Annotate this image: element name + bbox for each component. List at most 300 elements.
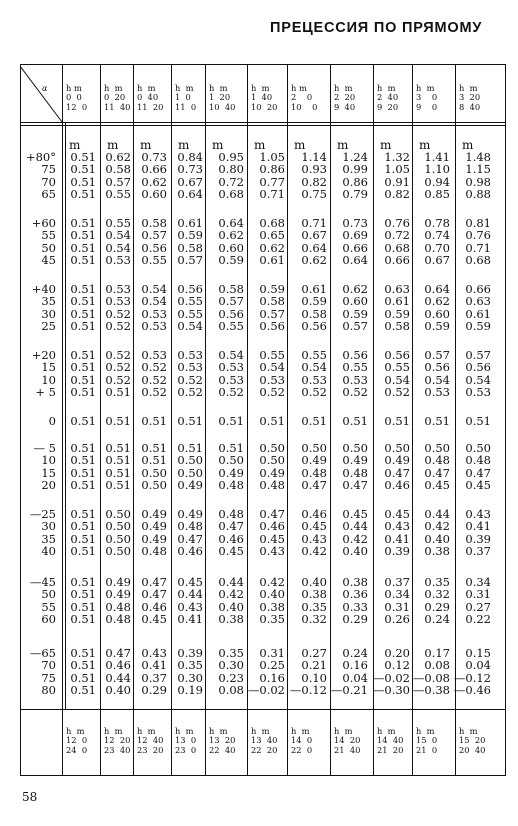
table-cell: 0.48 [301, 465, 327, 480]
bottom-header-cell [416, 727, 437, 755]
top-header-line: h m [209, 83, 228, 93]
bottom-header-line: h m [209, 726, 228, 736]
table-cell: 0.58 [105, 162, 131, 177]
table-cell: 0.54 [465, 372, 491, 387]
table-cell: 0.51 [70, 228, 96, 243]
table-cell: 0.75 [301, 187, 327, 202]
unit-label: m [254, 138, 266, 152]
table-cell: 0.59 [384, 306, 410, 321]
table-cell: 0.49 [177, 478, 203, 493]
table-cell: 0.50 [259, 453, 285, 468]
bottom-header-line: 21 20 [377, 744, 404, 755]
table-cell: 0.54 [301, 360, 327, 375]
table-cell: 0.49 [218, 465, 244, 480]
table-cell: 0.53 [141, 348, 167, 362]
top-header-cell [459, 84, 480, 112]
bottom-header-line: h m [175, 726, 194, 736]
bottom-header-line: h m [377, 726, 396, 736]
table-cell: 0.54 [384, 372, 410, 387]
table-cell: 0.40 [342, 544, 368, 559]
table-cell: 0.20 [384, 646, 410, 660]
table-cell: 0.51 [70, 465, 96, 480]
table-cell: 0.32 [424, 587, 450, 602]
declination-label: —45 [29, 575, 56, 589]
top-header-line: 2 20 [334, 92, 356, 103]
table-cell: —0.46 [453, 683, 491, 698]
table-cell: 0.64 [342, 253, 368, 268]
top-header-line: h m [251, 83, 270, 93]
bottom-header-line: h m [334, 726, 353, 736]
bottom-header-cell [137, 727, 163, 755]
declination-label: 45 [41, 253, 56, 268]
table-cell: 0.54 [424, 372, 450, 387]
table-cell: —0.12 [453, 670, 491, 685]
table-cell: 0.51 [105, 453, 131, 468]
bottom-header-line: 13 0 [175, 735, 197, 746]
declination-label: 70 [41, 174, 56, 189]
unit-label: m [337, 138, 349, 152]
table-cell: 0.64 [301, 240, 327, 255]
table-cell: 0.49 [177, 507, 203, 521]
table-cell: 0.37 [465, 544, 491, 559]
table-cell: 0.62 [424, 294, 450, 309]
bottom-header-cell [209, 727, 235, 755]
table-cell: 0.71 [259, 187, 285, 202]
unit-label: m [419, 138, 431, 152]
table-cell: 0.52 [259, 385, 285, 400]
bottom-header-line: 21 0 [416, 744, 438, 755]
table-cell: 0.54 [105, 228, 131, 243]
table-cell: 0.51 [70, 670, 96, 685]
table-cell: 0.51 [70, 587, 96, 602]
table-cell: 0.51 [141, 441, 167, 455]
table-cell: 0.45 [259, 531, 285, 546]
table-cell: 0.51 [70, 385, 96, 400]
top-header-line: 3 0 [416, 92, 438, 103]
table-cell: 1.14 [301, 150, 327, 164]
table-cell: 0.64 [218, 216, 244, 230]
table-cell: 0.51 [141, 414, 167, 428]
table-cell: 0.21 [301, 658, 327, 673]
unit-label: m [107, 138, 119, 152]
declination-label: 80 [41, 683, 56, 698]
table-cell: 0.51 [70, 478, 96, 493]
table-cell: 0.69 [342, 228, 368, 243]
declination-label: 0 [48, 414, 56, 428]
bottom-header-line: h m [416, 726, 435, 736]
table-cell: 0.55 [141, 253, 167, 268]
declination-label: +80° [25, 150, 56, 164]
table-cell: 0.46 [177, 544, 203, 559]
table-cell: 1.10 [424, 162, 450, 177]
table-cell: 0.50 [177, 453, 203, 468]
bottom-header-line: 14 0 [291, 735, 313, 746]
table-cell: 0.15 [465, 646, 491, 660]
declination-label: 65 [41, 187, 56, 202]
table-cell: 0.43 [384, 519, 410, 534]
top-header-line: 9 0 [416, 101, 438, 112]
table-cell: 0.44 [424, 507, 450, 521]
table-cell: 0.41 [384, 531, 410, 546]
table-cell: 0.91 [384, 174, 410, 189]
table-cell: 0.47 [141, 587, 167, 602]
table-cell: 0.29 [141, 683, 167, 698]
top-header-cell [291, 84, 317, 112]
table-cell: 0.51 [70, 306, 96, 321]
table-cell: 0.98 [465, 174, 491, 189]
table-cell: 0.59 [301, 294, 327, 309]
table-cell: 0.24 [342, 646, 368, 660]
declination-label: 15 [41, 465, 56, 480]
table-cell: 0.51 [105, 478, 131, 493]
table-cell: 0.51 [105, 441, 131, 455]
table-cell: 1.32 [384, 150, 410, 164]
table-cell: 0.40 [424, 531, 450, 546]
declination-label: —25 [29, 507, 56, 521]
table-cell: 0.47 [141, 575, 167, 589]
table-cell: 0.47 [218, 519, 244, 534]
table-cell: 0.57 [218, 294, 244, 309]
table-cell: 0.51 [70, 253, 96, 268]
table-cell: 0.61 [259, 253, 285, 268]
table-cell: 0.45 [465, 478, 491, 493]
table-cell: —0.02 [372, 670, 410, 685]
table-cell: 0.46 [259, 519, 285, 534]
declination-label: 15 [41, 360, 56, 375]
table-cell: 0.29 [424, 599, 450, 614]
table-cell: 0.50 [384, 441, 410, 455]
table-cell: 0.40 [301, 575, 327, 589]
bottom-header-line: 24 0 [66, 744, 88, 755]
table-cell: 0.70 [424, 240, 450, 255]
table-cell: 0.85 [424, 187, 450, 202]
table-cell: 0.41 [141, 658, 167, 673]
top-header-line: h m [104, 83, 123, 93]
table-cell: 0.58 [384, 319, 410, 334]
table-cell: 0.47 [177, 531, 203, 546]
top-header-line: 11 0 [175, 101, 197, 112]
table-cell: 0.40 [105, 683, 131, 698]
table-cell: 0.51 [301, 414, 327, 428]
table-cell: 0.33 [342, 599, 368, 614]
bottom-header-line: 21 40 [334, 744, 361, 755]
table-cell: 0.52 [177, 372, 203, 387]
declination-label: —65 [29, 646, 56, 660]
table-cell: 0.59 [465, 319, 491, 334]
table-cell: 0.32 [301, 612, 327, 627]
table-cell: 0.38 [218, 612, 244, 627]
bottom-header-line: 22 0 [291, 744, 313, 755]
top-header-cell [209, 84, 235, 112]
table-cell: 0.54 [218, 348, 244, 362]
table-cell: 0.56 [177, 282, 203, 296]
table-cell: 0.49 [384, 453, 410, 468]
table-cell: 0.62 [218, 228, 244, 243]
table-cell: 0.51 [70, 360, 96, 375]
table-cell: 0.45 [301, 519, 327, 534]
table-cell: 0.51 [70, 240, 96, 255]
bottom-header-line: 13 20 [209, 735, 236, 746]
unit-label: m [140, 138, 152, 152]
top-header-cell [377, 84, 398, 112]
table-cell: 0.50 [141, 478, 167, 493]
table-cell: 0.53 [259, 372, 285, 387]
table-cell: 0.49 [342, 453, 368, 468]
declination-label: 50 [41, 240, 56, 255]
table-cell: 0.62 [141, 174, 167, 189]
table-cell: 0.34 [465, 575, 491, 589]
table-cell: 0.52 [141, 360, 167, 375]
table-cell: 0.44 [218, 575, 244, 589]
table-cell: 0.55 [218, 319, 244, 334]
declination-label: 10 [41, 453, 56, 468]
table-cell: 0.52 [342, 385, 368, 400]
table-cell: 0.49 [259, 465, 285, 480]
table-cell: 0.54 [259, 360, 285, 375]
table-cell: 0.86 [259, 162, 285, 177]
declination-label: 40 [41, 544, 56, 559]
table-cell: 0.46 [105, 658, 131, 673]
table-cell: 0.45 [424, 478, 450, 493]
table-cell: 0.81 [465, 216, 491, 230]
declination-label: +20 [31, 348, 56, 362]
table-cell: 0.57 [424, 348, 450, 362]
top-header-line: 9 20 [377, 101, 399, 112]
top-header-line: 3 20 [459, 92, 481, 103]
table-cell: 0.95 [218, 150, 244, 164]
table-cell: 0.43 [141, 646, 167, 660]
table-cell: 0.51 [70, 519, 96, 534]
table-cell: 0.57 [465, 348, 491, 362]
declination-label: +60 [31, 216, 56, 230]
table-cell: 0.56 [342, 348, 368, 362]
table-cell: 0.46 [141, 599, 167, 614]
table-cell: 0.51 [70, 683, 96, 698]
table-cell: 0.54 [141, 282, 167, 296]
table-cell: 0.50 [105, 519, 131, 534]
table-cell: 0.25 [259, 658, 285, 673]
table-cell: 0.52 [105, 372, 131, 387]
table-cell: 0.43 [177, 599, 203, 614]
table-cell: 0.57 [177, 253, 203, 268]
table-cell: —0.21 [330, 683, 368, 698]
top-header-cell [66, 84, 87, 112]
top-header-line: 2 40 [377, 92, 399, 103]
table-cell: 0.53 [218, 360, 244, 375]
table-cell: 0.19 [177, 683, 203, 698]
table-cell: 0.04 [342, 670, 368, 685]
table-cell: 0.58 [177, 240, 203, 255]
table-cell: 0.39 [177, 646, 203, 660]
table-cell: 0.51 [177, 414, 203, 428]
top-header-line: h m [377, 83, 396, 93]
declination-label: +40 [31, 282, 56, 296]
header-divider [20, 122, 506, 126]
table-cell: 0.84 [177, 150, 203, 164]
table-cell: 0.54 [141, 294, 167, 309]
table-cell: 0.78 [424, 216, 450, 230]
table-cell: 0.50 [218, 453, 244, 468]
table-cell: 0.34 [384, 587, 410, 602]
table-cell: 0.50 [105, 531, 131, 546]
table-cell: 0.45 [141, 612, 167, 627]
table-cell: 0.58 [259, 294, 285, 309]
table-cell: 0.62 [259, 240, 285, 255]
table-cell: 0.50 [465, 441, 491, 455]
table-cell: 0.55 [177, 306, 203, 321]
table-cell: 0.48 [105, 612, 131, 627]
bottom-header-cell [459, 727, 485, 755]
table-cell: 0.60 [342, 294, 368, 309]
top-header-line: 8 40 [459, 101, 481, 112]
table-cell: 0.60 [141, 187, 167, 202]
table-cell: 0.56 [259, 319, 285, 334]
table-cell: 0.63 [465, 294, 491, 309]
table-cell: 0.27 [301, 646, 327, 660]
table-cell: 0.53 [141, 306, 167, 321]
bottom-header-line: 14 40 [377, 735, 404, 746]
table-cell: 0.67 [301, 228, 327, 243]
table-cell: 0.46 [384, 478, 410, 493]
table-cell: 0.51 [424, 414, 450, 428]
table-cell: 0.53 [177, 360, 203, 375]
table-cell: 1.48 [465, 150, 491, 164]
table-cell: 0.80 [218, 162, 244, 177]
table-cell: 0.43 [465, 507, 491, 521]
table-cell: 0.59 [177, 228, 203, 243]
table-cell: 0.55 [342, 360, 368, 375]
table-cell: 0.71 [465, 240, 491, 255]
table-cell: 0.50 [301, 441, 327, 455]
table-cell: —0.08 [412, 670, 450, 685]
top-header-line: 0 20 [104, 92, 126, 103]
table-cell: 0.51 [70, 162, 96, 177]
declination-label: 25 [41, 319, 56, 334]
table-cell: 0.94 [424, 174, 450, 189]
table-cell: 0.36 [342, 587, 368, 602]
table-cell: 0.53 [301, 372, 327, 387]
table-cell: 0.72 [384, 228, 410, 243]
table-cell: 0.51 [342, 414, 368, 428]
table-cell: 0.41 [465, 519, 491, 534]
table-cell: 0.16 [342, 658, 368, 673]
table-cell: 0.53 [177, 348, 203, 362]
page-title: ПРЕЦЕССИЯ ПО ПРЯМОМУ [270, 20, 483, 36]
declination-label: 75 [41, 670, 56, 685]
bottom-header-line: 12 0 [66, 735, 88, 746]
table-cell: 0.51 [70, 150, 96, 164]
table-cell: 0.52 [218, 385, 244, 400]
table-cell: 0.68 [465, 253, 491, 268]
table-cell: 0.62 [301, 253, 327, 268]
table-cell: 0.51 [218, 414, 244, 428]
table-cell: 0.51 [70, 187, 96, 202]
bottom-header-line: h m [104, 726, 123, 736]
table-cell: 0.55 [259, 348, 285, 362]
top-header-cell [104, 84, 130, 112]
table-cell: 0.56 [301, 319, 327, 334]
table-cell: 0.50 [424, 441, 450, 455]
table-cell: 0.04 [465, 658, 491, 673]
table-cell: 0.66 [465, 282, 491, 296]
declination-label: 70 [41, 658, 56, 673]
table-cell: 0.43 [301, 531, 327, 546]
top-header-line: 0 0 [66, 92, 82, 103]
table-cell: 0.42 [218, 587, 244, 602]
table-cell: 0.60 [424, 306, 450, 321]
table-cell: 0.51 [105, 465, 131, 480]
footer-divider [20, 709, 506, 710]
bottom-header-line: h m [291, 726, 310, 736]
top-header-line: 1 20 [209, 92, 231, 103]
table-cell: 0.53 [465, 385, 491, 400]
table-cell: 0.16 [259, 670, 285, 685]
bottom-header-cell [66, 727, 87, 755]
table-cell: 0.52 [105, 348, 131, 362]
table-cell: 0.23 [218, 670, 244, 685]
declination-label: 10 [41, 372, 56, 387]
top-header-line: 1 0 [175, 92, 191, 103]
table-cell: 0.12 [384, 658, 410, 673]
table-cell: 0.65 [259, 228, 285, 243]
table-cell: 0.67 [177, 174, 203, 189]
table-cell: 0.51 [70, 658, 96, 673]
page-number: 58 [22, 790, 38, 804]
table-cell: 0.54 [105, 240, 131, 255]
table-cell: 0.51 [70, 453, 96, 468]
table-cell: 0.45 [342, 507, 368, 521]
table-cell: 0.51 [70, 319, 96, 334]
table-cell: 0.42 [342, 531, 368, 546]
table-cell: 0.47 [465, 465, 491, 480]
table-cell: 0.49 [141, 507, 167, 521]
top-header-line: 0 40 [137, 92, 159, 103]
top-header-line: h m [334, 83, 353, 93]
table-cell: 0.52 [105, 306, 131, 321]
table-cell: 0.71 [301, 216, 327, 230]
bottom-header-line: 14 20 [334, 735, 361, 746]
table-cell: 0.45 [384, 507, 410, 521]
table-cell: 0.61 [465, 306, 491, 321]
declination-label: 30 [41, 519, 56, 534]
table-cell: 0.39 [465, 531, 491, 546]
table-cell: 0.68 [259, 216, 285, 230]
table-cell: 0.22 [465, 612, 491, 627]
table-cell: 0.59 [424, 319, 450, 334]
table-cell: 0.50 [105, 544, 131, 559]
declination-label: 20 [41, 478, 56, 493]
bottom-header-line: 15 20 [459, 735, 486, 746]
table-cell: 0.51 [70, 599, 96, 614]
unit-label: m [69, 138, 81, 152]
table-cell: 0.64 [424, 282, 450, 296]
table-cell: 0.48 [424, 453, 450, 468]
table-cell: 0.72 [218, 174, 244, 189]
table-cell: 0.59 [218, 253, 244, 268]
top-header-cell [251, 84, 277, 112]
table-cell: 0.10 [301, 670, 327, 685]
table-cell: 0.68 [218, 187, 244, 202]
top-header-line: 11 40 [104, 101, 131, 112]
table-cell: 0.52 [105, 360, 131, 375]
top-header-line: 2 0 [291, 92, 313, 103]
table-cell: 0.51 [70, 441, 96, 455]
table-cell: 0.59 [342, 306, 368, 321]
table-cell: 0.47 [384, 465, 410, 480]
table-cell: —0.38 [412, 683, 450, 698]
table-cell: 0.66 [384, 253, 410, 268]
table-cell: 0.61 [177, 216, 203, 230]
